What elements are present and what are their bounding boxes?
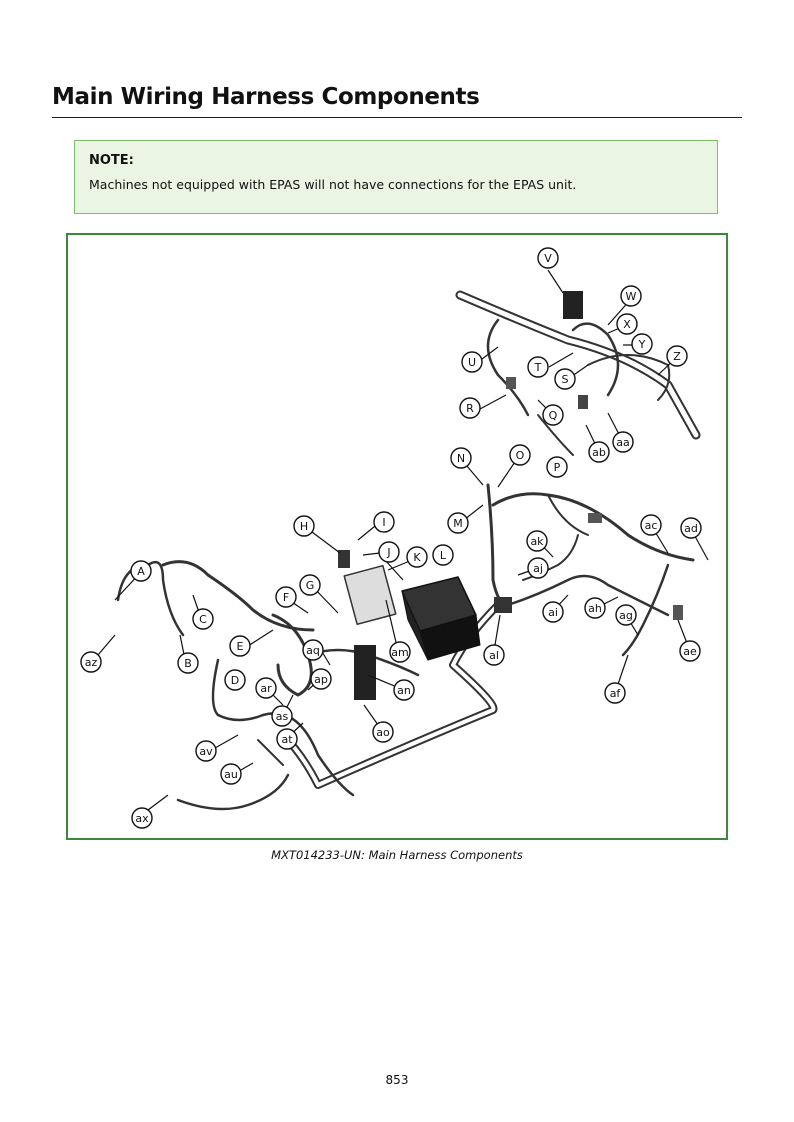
callout-label: az [84,656,98,669]
callout-ae [680,641,700,661]
callout-label: Q [548,409,558,422]
callout-label: ah [588,602,602,615]
callout-ag [616,605,636,625]
callout-label: Y [638,338,646,351]
callout-label: ak [530,535,544,548]
note-box [74,140,718,214]
callout-L [433,545,453,565]
callout-F [276,587,296,607]
figure-caption: MXT014233-UN: Main Harness Components [271,848,523,862]
callout-aa [613,432,633,452]
callout-label: N [456,452,466,465]
battery [402,577,480,660]
callout-I [374,512,394,532]
callout-av [196,741,216,761]
callout-label: as [275,710,289,723]
harness-illustration [68,235,726,838]
callout-au [221,764,241,784]
callout-label: B [184,657,192,670]
callout-label: D [230,674,240,687]
callout-label: G [305,579,315,592]
callout-ah [585,598,605,618]
callout-az [81,652,101,672]
callout-W [621,286,641,306]
callout-O [510,445,530,465]
callout-ap [311,669,331,689]
callout-Q [543,405,563,425]
callout-at [277,729,297,749]
callout-label: ac [644,519,658,532]
callout-U [462,352,482,372]
callout-X [617,314,637,334]
callout-ak [527,531,547,551]
callout-J [379,542,399,562]
callout-K [407,547,427,567]
callout-label: P [553,461,561,474]
callout-label: av [199,745,213,758]
callout-an [394,680,414,700]
callout-D [225,670,245,690]
note-label: NOTE: [89,153,134,168]
callout-label: ad [684,522,698,535]
callout-label: am [391,646,409,659]
callout-S [555,369,575,389]
callout-ac [641,515,661,535]
callout-label: V [544,252,552,265]
callout-label: al [489,649,499,662]
callout-P [547,457,567,477]
callout-label: J [387,546,391,559]
callout-label: W [625,290,637,303]
note-text: Machines not equipped with EPAS will not have connections for the EPAS unit. [89,177,577,192]
callout-label: ai [548,606,558,619]
callout-label: L [439,549,447,562]
callout-af [605,683,625,703]
callout-label: aa [616,436,630,449]
callout-label: X [623,318,631,331]
callout-C [193,609,213,629]
harness-drawing [118,291,696,809]
callout-label: T [534,361,542,374]
callout-N [451,448,471,468]
callout-label: ao [376,726,390,739]
callout-label: C [199,613,207,626]
callout-al [484,645,504,665]
callout-ad [681,518,701,538]
callout-ab [589,442,609,462]
callout-label: ax [135,812,149,825]
callout-ao [373,722,393,742]
callout-label: H [299,520,309,533]
callout-A [131,561,151,581]
callout-as [272,706,292,726]
callout-Y [632,334,652,354]
page-title: Main Wiring Harness Components [52,84,742,118]
callout-B [178,653,198,673]
harness-figure [66,233,728,840]
callout-label: F [282,591,290,604]
callout-label: an [397,684,411,697]
callout-label: ag [619,609,633,622]
page-number: 853 [385,1073,409,1087]
callout-T [528,357,548,377]
callout-ax [132,808,152,828]
callout-label: ap [314,673,328,686]
callout-label: at [281,733,293,746]
callout-label: au [224,768,238,781]
callout-ar [256,678,276,698]
callout-label: aj [533,562,543,575]
callout-M [448,513,468,533]
callout-R [460,398,480,418]
callout-label: S [561,373,569,386]
callout-label: ab [592,446,606,459]
callout-ai [543,602,563,622]
callout-label: E [236,640,244,653]
callout-G [300,575,320,595]
callout-label: I [382,516,386,529]
callout-H [294,516,314,536]
callout-label: U [467,356,477,369]
callout-aq [303,640,323,660]
callout-label: ar [260,682,272,695]
callout-label: af [609,687,621,700]
callout-label: R [466,402,474,415]
callout-Z [667,346,687,366]
callout-label: M [453,517,463,530]
callout-E [230,636,250,656]
callout-label: ae [683,645,697,658]
callout-label: K [413,551,421,564]
callout-am [390,642,410,662]
callout-label: A [137,565,145,578]
callout-V [538,248,558,268]
callout-label: Z [673,350,681,363]
callout-label: aq [306,644,320,657]
callout-aj [528,558,548,578]
callout-label: O [515,449,525,462]
